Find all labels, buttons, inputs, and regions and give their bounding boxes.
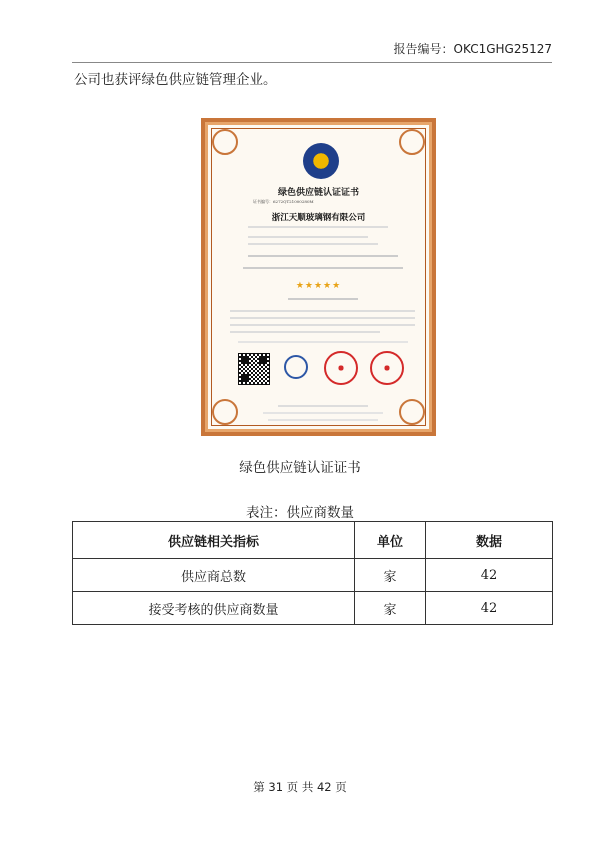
- fine-print-line: [230, 331, 380, 333]
- fine-print-line: [248, 255, 398, 257]
- certificate-number: 证书编号：6272QT21000280M: [253, 199, 314, 204]
- supplier-table: [72, 521, 553, 625]
- table-row: [73, 592, 553, 625]
- fine-print-line: [248, 243, 378, 245]
- table-cell: 42: [426, 559, 553, 592]
- fine-print-line: [263, 412, 383, 414]
- certificate-caption: 绿色供应链认证证书: [239, 460, 361, 476]
- seal-row: [238, 353, 408, 393]
- table-cell: 供应商总数: [73, 559, 355, 592]
- table-header-cell: 单位: [355, 522, 426, 559]
- fine-print-line: [230, 310, 415, 312]
- logo-text: XCC: [312, 173, 324, 179]
- report-number: 报告编号：OKC1GHG25127: [393, 42, 552, 56]
- table-cell: 接受考核的供应商数量: [73, 592, 355, 625]
- accreditation-logo-icon: [284, 355, 308, 379]
- table-cell: 家: [355, 592, 426, 625]
- corner-ornament-icon: [399, 399, 425, 425]
- fine-print-line: [230, 317, 415, 319]
- table-header-cell: 数据: [426, 522, 553, 559]
- fine-print-line: [243, 267, 403, 269]
- fine-print-line: [278, 405, 368, 407]
- fine-print-line: [230, 324, 415, 326]
- fine-print-line: [288, 298, 358, 300]
- table-cell: 42: [426, 592, 553, 625]
- table-row: [73, 559, 553, 592]
- page-footer: 第 31 页 共 42 页: [253, 780, 347, 794]
- certificate-company: 浙江天顺玻璃钢有限公司: [271, 213, 366, 223]
- table-header-row: [73, 522, 553, 559]
- table-header-cell: 供应链相关指标: [73, 522, 355, 559]
- certificate-frame: [205, 122, 432, 432]
- five-stars-icon: ★★★★★: [295, 281, 342, 291]
- certificate-image: [201, 118, 436, 436]
- fine-print-line: [248, 226, 388, 228]
- corner-ornament-icon: [212, 399, 238, 425]
- header-divider: [72, 62, 552, 63]
- intro-paragraph: 公司也获评绿色供应链管理企业。: [74, 72, 277, 88]
- qr-code-icon: [238, 353, 270, 385]
- certificate-title: 绿色供应链认证证书: [277, 188, 359, 198]
- red-seal-icon: [370, 351, 404, 385]
- fine-print-line: [268, 419, 378, 421]
- table-cell: 家: [355, 559, 426, 592]
- table-caption: 表注：供应商数量: [246, 505, 354, 521]
- fine-print-line: [248, 236, 368, 238]
- corner-ornament-icon: [212, 129, 238, 155]
- red-seal-icon: [324, 351, 358, 385]
- fine-print-line: [238, 341, 408, 343]
- corner-ornament-icon: [399, 129, 425, 155]
